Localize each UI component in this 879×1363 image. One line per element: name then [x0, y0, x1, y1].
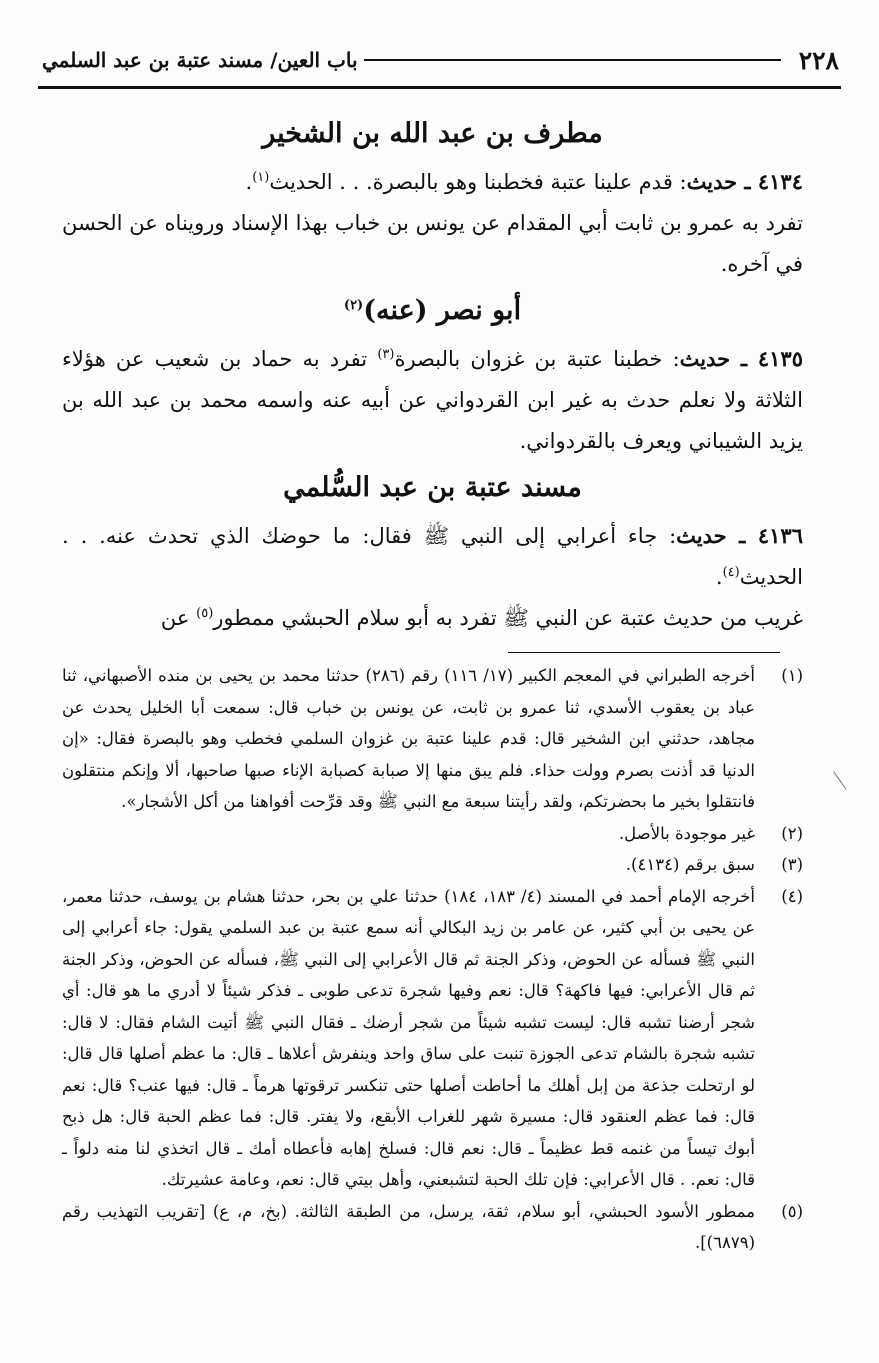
footnote — [62, 849, 803, 881]
commentary-tail: عن — [160, 606, 197, 630]
section-title — [62, 295, 803, 326]
running-head: باب العين/ مسند عتبة بن عبد السلمي — [42, 48, 358, 72]
footnote-ref: (٢) — [343, 298, 364, 313]
hadith-tail: تفرد به حماد بن شعيب عن هؤلاء الثلاثة ولا نعلم حدث به غير ابن القردواني عن أبيه عنه واسمه محمد بن عبد الله بن يزيد الشيباني ويعرف بالقردواني. — [62, 347, 803, 453]
commentary-text: غريب من حديث عتبة عن النبي ﷺ تفرد به أبو سلام الحبشي ممطور — [213, 606, 803, 630]
hadith-text: : قدم علينا عتبة فخطبنا وهو بالبصرة. . . الحديث — [269, 170, 687, 194]
footnote-number: (٢) — [781, 823, 803, 843]
hadith-tail: . — [715, 565, 723, 589]
pen-mark — [833, 762, 860, 790]
footnote-ref: (١) — [252, 170, 270, 185]
footnote-number: (١) — [781, 666, 803, 685]
footnote-text: أخرجه الطبراني في المعجم الكبير (١٧/ ١١٦) رقم (٢٨٦) حدثنا محمد بن يحيى بن منده الأصبهاني، ثنا عباد بن يعقوب الأسدي، ثنا عمرو بن ثابت، عن يونس بن خباب قال: سمعت أبا الخليل يحدث عن مجاهد، حدثني ابن الشخير قال: قدم علينا عتبة بن غزوان السلمي فخطب وهو بالبصرة فقال: «إن الدنيا قد أذنت بصرم وولت حذاء. فلم يبق منها إلا صبابة كصبابة الإناء صبها صاحبها، ألا وإنكم منتقلون فانتقلوا بخير ما بحضرتكم، ولقد رأيتنا سبعة مع النبي ﷺ وقد قرِّحت أفواهنا من أكل الأشجار». — [62, 666, 755, 811]
page-number: ٢٢٨ — [798, 45, 839, 75]
footnotes — [62, 660, 803, 1259]
footnote-ref: (٥) — [196, 606, 214, 621]
footnote-number: (٣) — [781, 855, 803, 874]
page-header — [42, 40, 839, 80]
header-divider — [38, 86, 841, 89]
hadith-text: : جاء أعرابي إلى النبي ﷺ فقال: ما حوضك الذي تحدث عنه. . . الحديث — [62, 524, 803, 589]
hadith-number: ٤١٣٥ ـ حديث — [679, 346, 803, 371]
footnote-divider — [508, 652, 780, 653]
section-title: مطرف بن عبد الله بن الشخير — [262, 118, 603, 149]
section-title: مسند عتبة بن عبد السُّلمي — [283, 472, 582, 503]
commentary-paragraph — [62, 203, 803, 285]
hadith-paragraph — [62, 161, 803, 203]
footnote-ref: (٤) — [722, 565, 740, 580]
footnote-text: غير موجودة بالأصل. — [618, 823, 755, 843]
hadith-tail: . — [245, 170, 253, 194]
footnote-number: (٥) — [781, 1201, 803, 1221]
footnote — [62, 660, 803, 818]
commentary-text: تفرد به عمرو بن ثابت أبي المقدام عن يونس بن خباب بهذا الإسناد ورويناه عن الحسن في آخره. — [62, 211, 803, 276]
hadith-number: ٤١٣٤ ـ حديث — [686, 169, 803, 194]
hadith-number: ٤١٣٦ ـ حديث — [676, 523, 803, 548]
footnote-text: أخرجه الإمام أحمد في المسند (٤/ ١٨٣، ١٨٤) حدثنا علي بن بحر، حدثنا هشام بن يوسف، حدثنا معمر، عن يحيى بن أبي كثير، عن عامر بن زيد البكالي أنه سمع عتبة بن عبد السلمي يقول: جاء أعرابي إلى النبي ﷺ فسأله عن الحوض، وذكر الجنة ثم قال الأعرابي إلى النبي ﷺ، فسأله عن الحوض، وذكر الجنة ثم قال الأعرابي: فيها فاكهة؟ قال: نعم وفيها شجرة تدعى طوبى ـ فذكر شيئاً لا أدري ما هو قال: أي شجر أرضنا تشبه قال: ليست تشبه شيئاً من شجر أرضك ـ فقال النبي ﷺ أتيت الشام فقال: لا قال: تشبه شجرة بالشام تدعى الجوزة تنبت على ساق واحد وينفرش أعلاها ـ قال: ما عظم أصلها قال قال: لو ارتحلت جذعة من إبل أهلك ما أحاطت أصلها حتى تنكسر ترقوتها هرماً ـ قال: فيها عنب؟ قال: نعم قال: فما عظم العنقود قال: مسيرة شهر للغراب الأبقع، ولا يفتر. قال: فما عظم الحبة قال: هل ذبح أبوك تيساً من غنمه قط عظيماً ـ قال: نعم قال: فسلخ إهابه فأعطاه أمك ـ قال اتخذي لنا منه دلواً ـ قال: نعم. . قال الأعرابي: فإن تلك الحبة لتشبعني، وأهل بيتي قال: نعم، وعامة عشيرتك. — [62, 886, 755, 1189]
hadith-paragraph — [62, 338, 803, 462]
footnote-number: (٤) — [781, 886, 803, 906]
header-leader-rule — [364, 59, 781, 61]
commentary-paragraph — [62, 598, 803, 639]
footnote-text: ممطور الأسود الحبشي، أبو سلام، ثقة، يرسل، من الطبقة الثالثة. (بخ، م، ع) [تقريب التهذيب رقم (٦٨٧٩)]. — [62, 1201, 755, 1252]
footnote — [62, 881, 803, 1196]
section-title-text: أبو نصر (عنه) — [363, 295, 522, 326]
hadith-paragraph — [62, 515, 803, 598]
footnote-text: سبق برقم (٤١٣٤). — [625, 855, 755, 874]
footnote-ref: (٣) — [377, 347, 395, 362]
footnote — [62, 1196, 803, 1259]
main-text — [62, 108, 803, 639]
footnote — [62, 818, 803, 850]
hadith-text: : خطبنا عتبة بن غزوان بالبصرة — [394, 347, 680, 371]
